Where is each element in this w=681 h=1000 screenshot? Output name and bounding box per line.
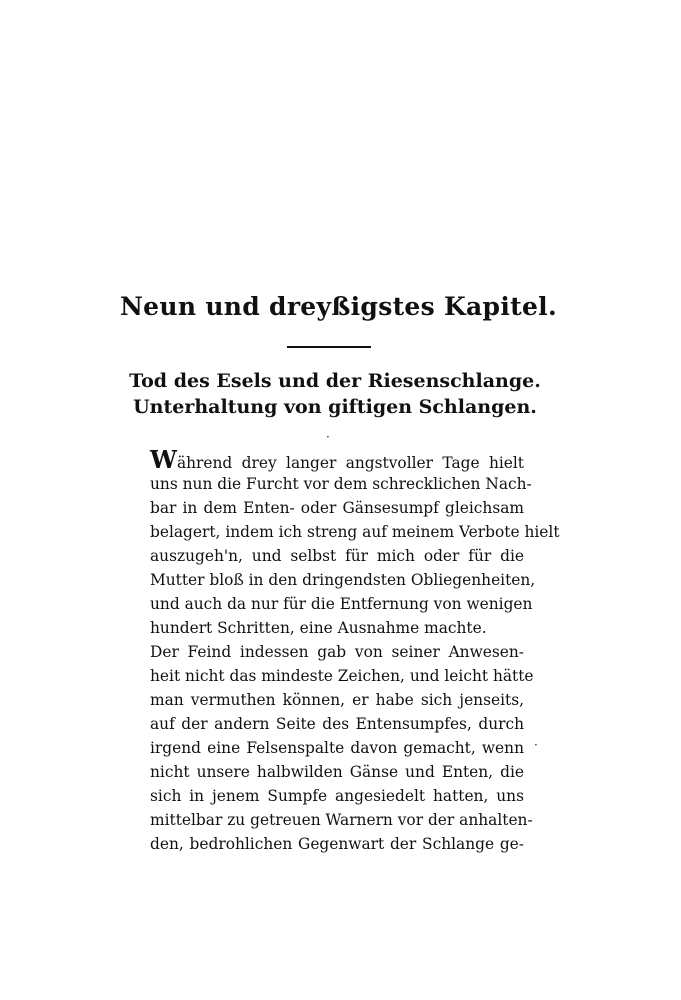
- text-line: auszugeh'n, und selbst für mich oder für die: [150, 547, 524, 565]
- text-line: Während drey langer angstvoller Tage hielt: [150, 445, 524, 474]
- drop-cap-letter: W: [150, 445, 177, 474]
- paragraph-1: [150, 445, 560, 640]
- text-line: Der Feind indessen gab von seiner Anwesen-: [150, 643, 524, 661]
- text-line: hundert Schritten, eine Ausnahme machte.: [150, 619, 487, 637]
- text-line: und auch da nur für die Entfernung von wenigen: [150, 595, 533, 613]
- text-line: mittelbar zu getreuen Warnern vor der anhalten-: [150, 811, 533, 829]
- print-speck: ·: [326, 430, 330, 444]
- text-line: nicht unsere halbwilden Gänse und Enten, die: [150, 763, 524, 781]
- chapter-subtitle-line-1: Tod des Esels und der Riesenschlange.: [129, 370, 541, 392]
- title-divider-rule: [287, 346, 371, 348]
- body-text: [150, 445, 560, 856]
- chapter-title: Neun und dreyßigstes Kapitel.: [120, 292, 557, 321]
- text-line: belagert, indem ich streng auf meinem Verbote hielt: [150, 523, 560, 541]
- text-line: irgend eine Felsenspalte davon gemacht, wenn: [150, 739, 524, 757]
- text-line: Mutter bloß in den dringendsten Obliegenheiten,: [150, 571, 536, 589]
- print-speck: ·: [534, 738, 538, 752]
- text-line: sich in jenem Sumpfe angesiedelt hatten, uns: [150, 787, 524, 805]
- text-line: heit nicht das mindeste Zeichen, und leicht hätte: [150, 667, 534, 685]
- paragraph-2: [150, 640, 534, 856]
- chapter-subtitle-line-2: Unterhaltung von giftigen Schlangen.: [133, 396, 537, 418]
- text-line: den, bedrohlichen Gegenwart der Schlange ge-: [150, 835, 524, 853]
- text-line: auf der andern Seite des Entensumpfes, durch: [150, 715, 524, 733]
- text-line: man vermuthen können, er habe sich jenseits,: [150, 691, 524, 709]
- text-line: uns nun die Furcht vor dem schrecklichen Nach-: [150, 475, 532, 493]
- text-line: bar in dem Enten- oder Gänsesumpf gleichsam: [150, 499, 524, 517]
